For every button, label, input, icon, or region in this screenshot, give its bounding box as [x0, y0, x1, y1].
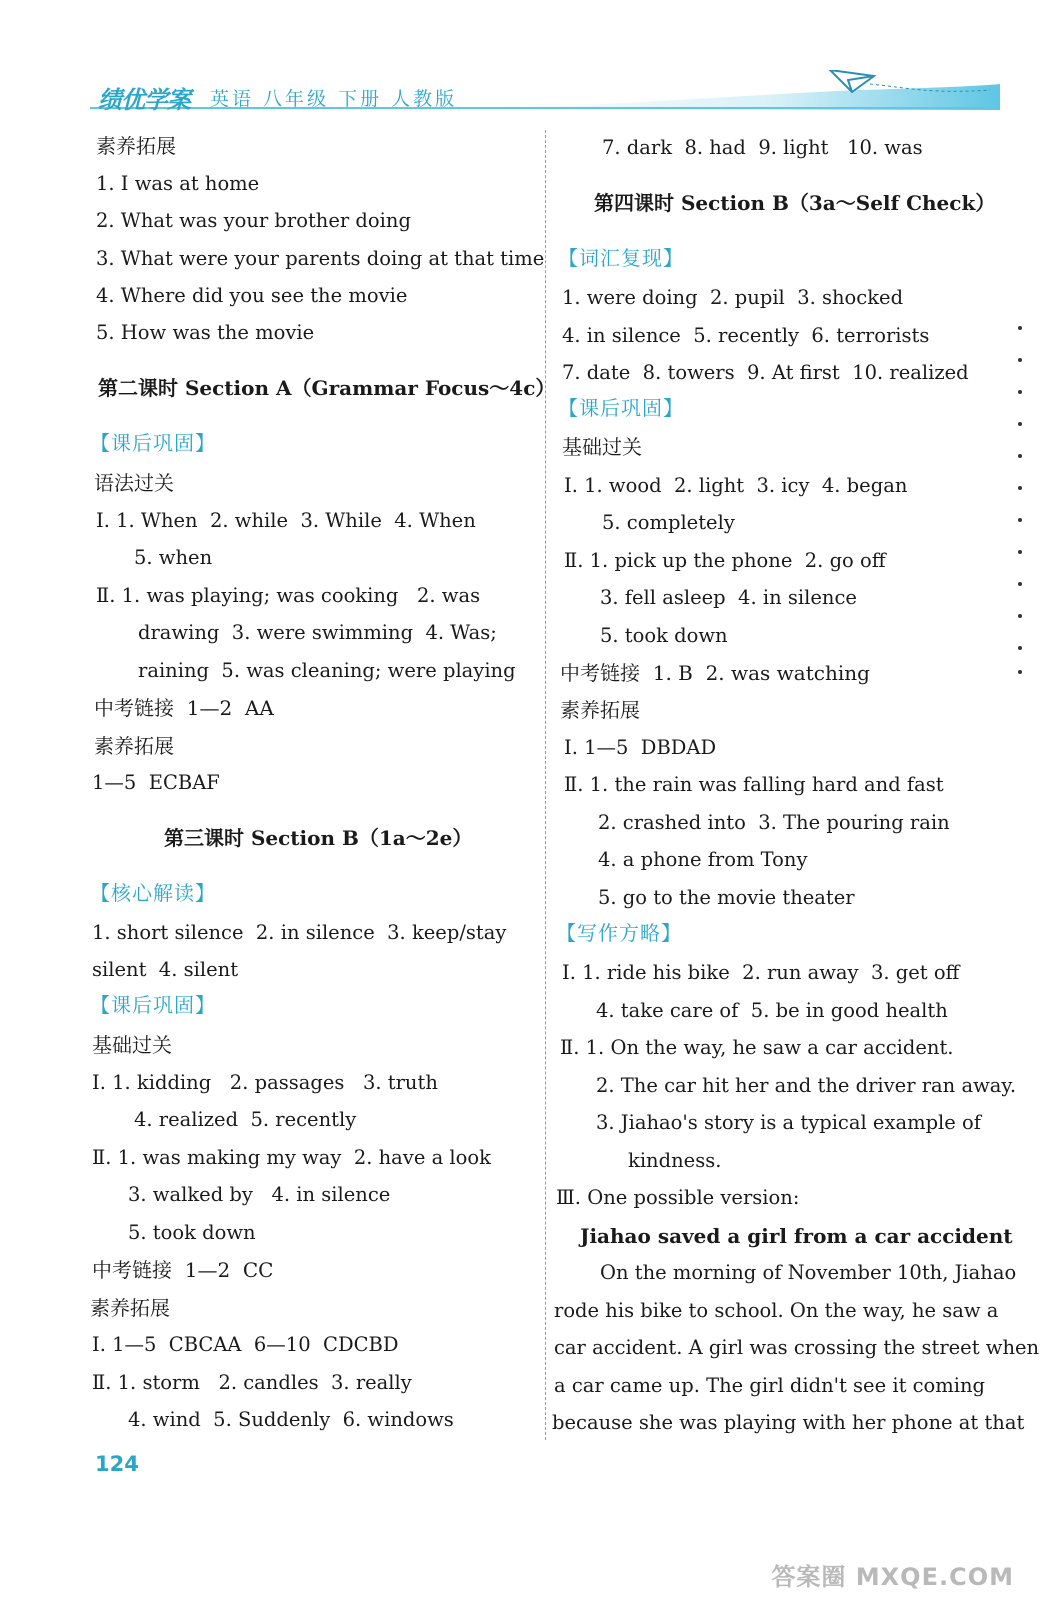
- answer-line: drawing 3. were swimming 4. Was;: [138, 621, 497, 644]
- answer-line: 3. walked by 4. in silence: [128, 1183, 391, 1206]
- answer-line: 1. were doing 2. pupil 3. shocked: [562, 286, 904, 309]
- subsection-heading: 中考链接 1. B 2. was watching: [560, 661, 870, 685]
- answer-line: On the morning of November 10th, Jiahao: [600, 1261, 1017, 1284]
- answer-line: 3. What were your parents doing at that time: [96, 247, 545, 270]
- answer-line: silent 4. silent: [92, 958, 239, 981]
- answer-line: 5. completely: [602, 511, 735, 534]
- edge-dots-decoration: [1014, 320, 1026, 680]
- answer-line: 2. The car hit her and the driver ran away.: [596, 1074, 1017, 1097]
- answer-line: Ⅰ. 1. When 2. while 3. While 4. When: [96, 509, 476, 532]
- answer-line: 1—5 ECBAF: [92, 771, 220, 794]
- answer-line: Ⅰ. 1. ride his bike 2. run away 3. get off: [562, 961, 960, 984]
- lesson-heading: 第四课时 Section B（3a～Self Check）: [594, 191, 996, 215]
- subsection-heading: 中考链接 1—2 CC: [92, 1258, 274, 1282]
- answer-line: 3. Jiahao's story is a typical example of: [596, 1111, 981, 1134]
- answer-line: because she was playing with her phone at that: [552, 1411, 1025, 1434]
- answer-line: Jiahao saved a girl from a car accident: [580, 1224, 1013, 1248]
- subsection-heading: 基础过关: [92, 1033, 172, 1057]
- subsection-heading: 中考链接 1—2 AA: [94, 696, 274, 720]
- answer-line: kindness.: [628, 1149, 722, 1172]
- answer-line: 5. go to the movie theater: [598, 886, 855, 909]
- page-header: [0, 0, 1044, 120]
- subsection-heading: 素养拓展: [94, 734, 174, 758]
- answer-line: Ⅰ. 1. wood 2. light 3. icy 4. began: [564, 474, 908, 497]
- page-number: 124: [95, 1452, 139, 1476]
- answer-line: 1. I was at home: [96, 172, 260, 195]
- answer-line: 5. took down: [128, 1221, 256, 1244]
- answer-line: a car came up. The girl didn't see it coming: [554, 1374, 986, 1397]
- answer-line: 7. date 8. towers 9. At first 10. realized: [562, 361, 969, 384]
- paper-plane-icon: [830, 70, 874, 92]
- answer-line: 4. a phone from Tony: [598, 848, 808, 871]
- lesson-heading: 第二课时 Section A（Grammar Focus～4c）: [98, 376, 556, 400]
- answer-line: 4. wind 5. Suddenly 6. windows: [128, 1408, 454, 1431]
- answer-line: Ⅱ. 1. pick up the phone 2. go off: [564, 549, 886, 572]
- answer-line: 7. dark 8. had 9. light 10. was: [602, 136, 923, 159]
- answer-line: 1. short silence 2. in silence 3. keep/stay: [92, 921, 507, 944]
- watermark: 答案圈 MXQE.COM: [771, 1563, 1014, 1591]
- subsection-heading: 基础过关: [562, 435, 642, 459]
- answer-line: 5. took down: [600, 624, 728, 647]
- section-tag: 【课后巩固】: [90, 431, 216, 455]
- column-divider: [545, 130, 546, 1440]
- answer-line: 4. in silence 5. recently 6. terrorists: [562, 324, 930, 347]
- answer-line: 5. How was the movie: [96, 321, 315, 344]
- answer-line: rode his bike to school. On the way, he saw a: [554, 1299, 999, 1322]
- answer-line: Ⅱ. 1. was making my way 2. have a look: [92, 1146, 491, 1169]
- section-tag: 【课后巩固】: [558, 396, 684, 420]
- lesson-heading: 第三课时 Section B（1a～2e）: [164, 826, 473, 850]
- answer-line: 4. Where did you see the movie: [96, 284, 408, 307]
- answer-line: raining 5. was cleaning; were playing: [138, 659, 516, 682]
- answer-line: 4. take care of 5. be in good health: [596, 999, 948, 1022]
- answer-line: Ⅱ. 1. the rain was falling hard and fast: [564, 773, 944, 796]
- subsection-heading: 素养拓展: [560, 698, 640, 722]
- answer-line: Ⅱ. 1. On the way, he saw a car accident.: [560, 1036, 954, 1059]
- subsection-heading: 语法过关: [94, 471, 174, 495]
- answer-line: Ⅱ. 1. storm 2. candles 3. really: [92, 1371, 412, 1394]
- answer-line: Ⅱ. 1. was playing; was cooking 2. was: [96, 584, 481, 607]
- section-tag: 【课后巩固】: [90, 993, 216, 1017]
- section-tag: 【写作方略】: [556, 921, 682, 945]
- answer-line: 3. fell asleep 4. in silence: [600, 586, 857, 609]
- brand-logo: 绩优学案: [98, 86, 190, 114]
- answer-line: 2. crashed into 3. The pouring rain: [598, 811, 950, 834]
- section-tag: 【核心解读】: [90, 881, 216, 905]
- answer-line: Ⅲ. One possible version:: [556, 1186, 800, 1209]
- answer-line: car accident. A girl was crossing the street when: [554, 1336, 1040, 1359]
- answer-line: Ⅰ. 1—5 CBCAA 6—10 CDCBD: [92, 1333, 399, 1356]
- answer-line: 4. realized 5. recently: [134, 1108, 357, 1131]
- subsection-heading: 素养拓展: [90, 1296, 170, 1320]
- answer-line: 2. What was your brother doing: [96, 209, 411, 232]
- answer-line: 5. when: [134, 546, 213, 569]
- section-tag: 【词汇复现】: [558, 246, 684, 270]
- subject-label: 英语 八年级 下册 人教版: [210, 88, 458, 110]
- answer-line: Ⅰ. 1. kidding 2. passages 3. truth: [92, 1071, 438, 1094]
- answer-line: Ⅰ. 1—5 DBDAD: [564, 736, 717, 759]
- subsection-heading: 素养拓展: [96, 134, 176, 158]
